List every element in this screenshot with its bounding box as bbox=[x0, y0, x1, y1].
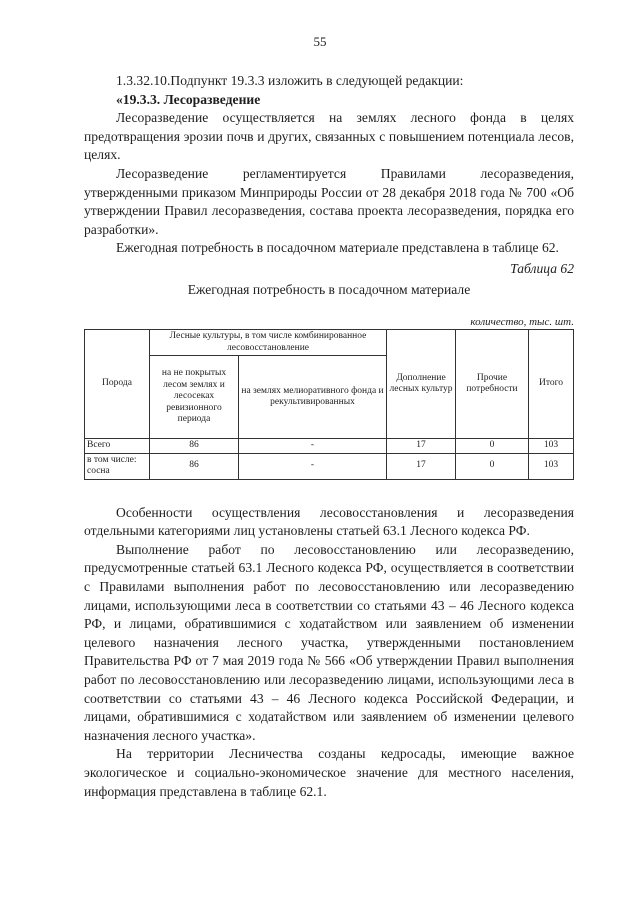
cell-reclamation: - bbox=[239, 453, 387, 479]
row-name: Всего bbox=[85, 439, 150, 454]
paragraph-works: Выполнение работ по лесовосстановлению или лесоразведению, предусмотренные статьей 63.1 Лесного кодекса РФ, осуществляется в соответствии с Правилами выполнения работ по лесовосстановлению или лесоразведению лицами, использующими леса в соответствии со статьями 43 – 46 Лесного кодекса РФ, и лицами, обратившимися с ходатайством или заявлением об изменении целевого назначения лесного участка, утвержденными постановлением Правительства РФ от 7 мая 2019 года № 566 «Об утверждении Правил выполнения работ по лесовосстановлению или лесоразведению лицами, использующими леса в соответствии со статьями 43 – 46 Лесного кодекса Российской Федерации, и лицами, обратившимися с ходатайством или заявлением об изменении целевого назначения лесного участка». bbox=[84, 541, 574, 743]
row-name: в том числе: сосна bbox=[85, 453, 150, 479]
table-row bbox=[85, 453, 574, 479]
table-header-row bbox=[85, 330, 574, 356]
cell-supplement: 17 bbox=[387, 439, 456, 454]
paragraph-need: Ежегодная потребность в посадочном материале представлена в таблице 62. bbox=[116, 240, 559, 256]
cell-non-covered: 86 bbox=[150, 453, 239, 479]
section-heading: «19.3.3. Лесоразведение bbox=[116, 91, 261, 107]
planting-material-table bbox=[84, 329, 574, 480]
table-label: Таблица 62 bbox=[510, 260, 574, 276]
paragraph-regulation: Лесоразведение регламентируется Правилами лесоразведения, утвержденными приказом Минприроды России от 28 декабря 2018 года № 700 «Об утверждении Правил лесоразведения, состава проекта лесоразведения, порядка его разработки». bbox=[84, 165, 574, 237]
header-supplement: Дополнение лесных культур bbox=[387, 330, 456, 439]
paragraph-subpoint: 1.3.32.10.Подпункт 19.3.3 изложить в следующей редакции: bbox=[116, 73, 464, 88]
header-total: Итого bbox=[529, 330, 574, 439]
page-number: 55 bbox=[313, 34, 327, 49]
paragraph-cedar-gardens: На территории Лесничества созданы кедросады, имеющие важное экологическое и социально-экономическое значение для местного населения, информация представлена в таблице 62.1. bbox=[84, 746, 574, 799]
table-row bbox=[85, 439, 574, 454]
header-other: Прочие потребности bbox=[456, 330, 529, 439]
cell-total: 103 bbox=[529, 439, 574, 454]
table-title: Ежегодная потребность в посадочном материале bbox=[187, 281, 471, 297]
cell-supplement: 17 bbox=[387, 453, 456, 479]
paragraph-intro: Лесоразведение осуществляется на землях лесного фонда в целях предотвращения эрозии почв и других, связанных с повышением потенциала лесов, целях. bbox=[84, 110, 574, 163]
header-breed: Порода bbox=[85, 330, 150, 439]
cell-other: 0 bbox=[456, 453, 529, 479]
header-forest-cultures: Лесные культуры, в том числе комбинированное лесовосстановление bbox=[150, 330, 387, 356]
document-body bbox=[84, 72, 574, 801]
cell-total: 103 bbox=[529, 453, 574, 479]
header-reclamation: на землях мелиоративного фонда и рекультивированных bbox=[239, 356, 387, 439]
cell-non-covered: 86 bbox=[150, 439, 239, 454]
cell-other: 0 bbox=[456, 439, 529, 454]
header-non-covered: на не покрытых лесом землях и лесосеках ревизионного периода bbox=[150, 356, 239, 439]
table-units: количество, тыс. шт. bbox=[470, 316, 574, 329]
paragraph-features: Особенности осуществления лесовосстановления и лесоразведения отдельными категориями лиц установлены статьей 63.1 Лесного кодекса РФ. bbox=[84, 504, 574, 539]
cell-reclamation: - bbox=[239, 439, 387, 454]
